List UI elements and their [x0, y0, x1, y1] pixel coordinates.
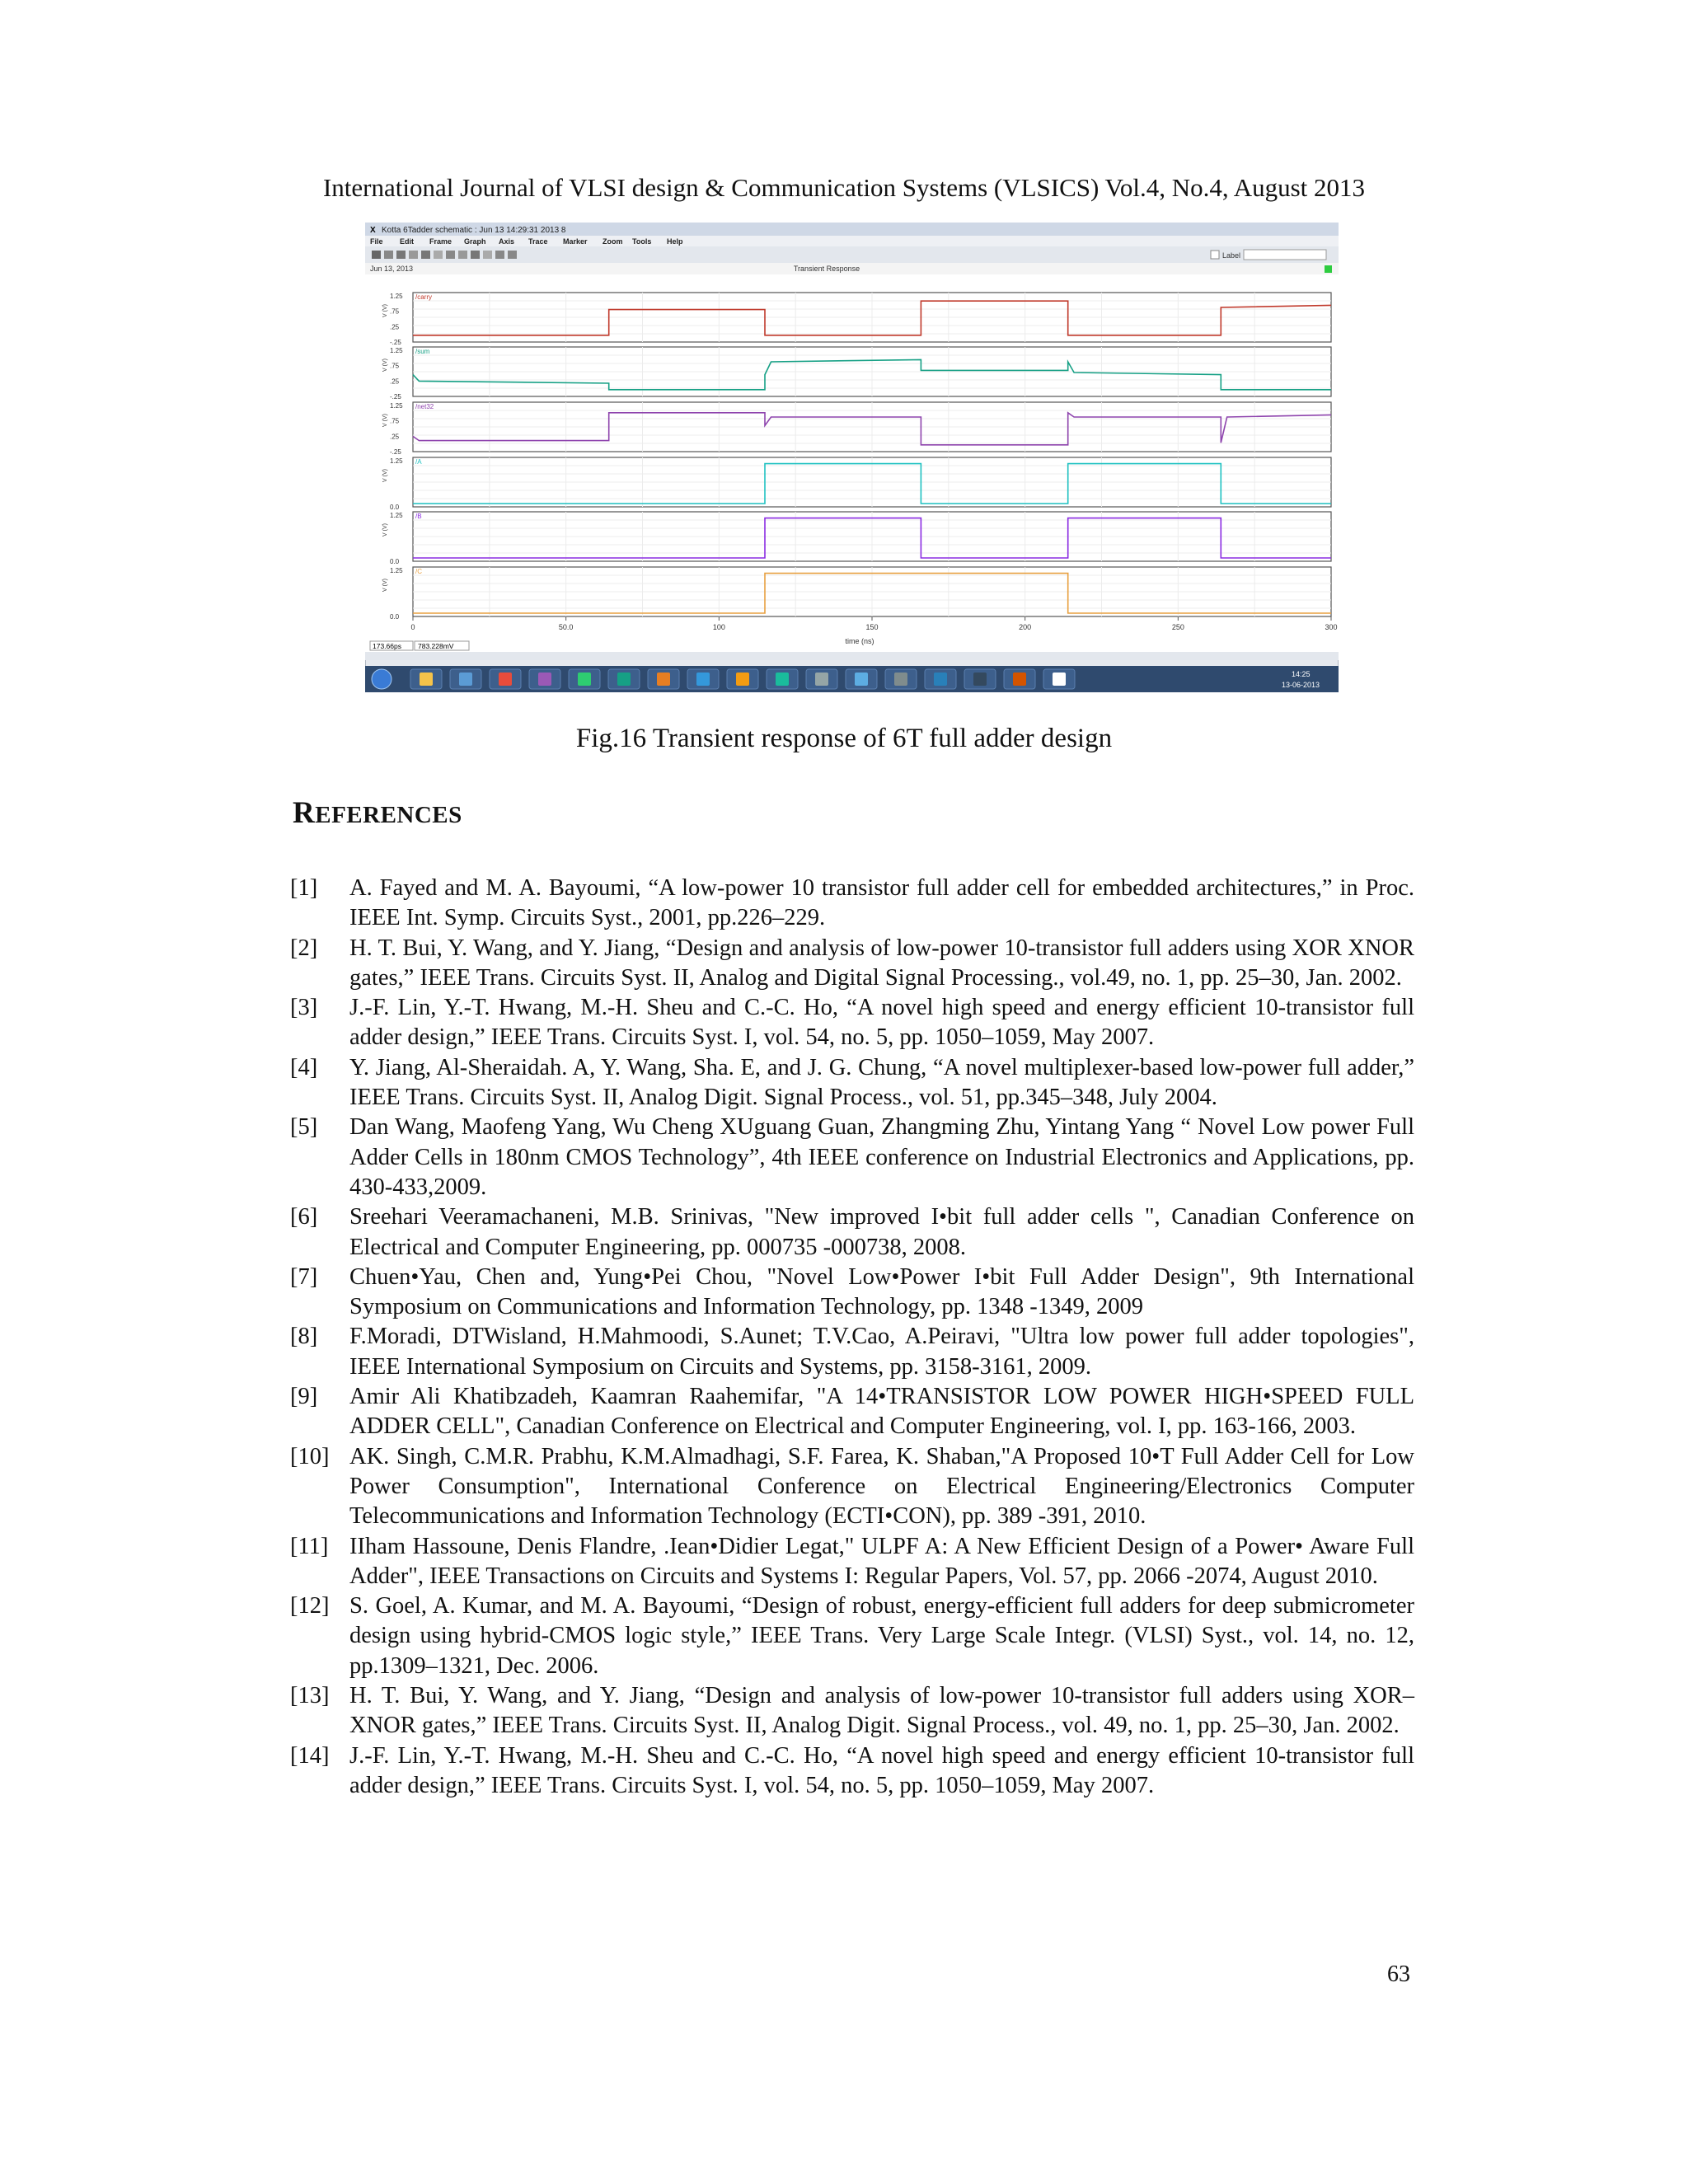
reference-item [290, 1591, 1414, 1681]
trace-name: /sum [415, 348, 430, 355]
y-axis-label: V (V) [382, 523, 388, 537]
reference-item [290, 1741, 1414, 1802]
tool-icon[interactable] [458, 251, 467, 259]
y-tick-label: .75 [390, 417, 400, 425]
menu-help[interactable]: Help [667, 237, 683, 246]
reference-item [290, 1382, 1414, 1442]
y-tick-label: .25 [390, 433, 400, 441]
y-tick-label: 0.0 [390, 504, 400, 511]
trace-name: /C [415, 568, 422, 575]
plot-panel [382, 347, 1331, 401]
y-axis-label: V (V) [382, 579, 388, 592]
reference-number: [11] [290, 1533, 329, 1559]
reference-text: H. T. Bui, Y. Wang, and Y. Jiang, “Design and analysis of low-power 10-transistor full adders using XOR XNOR gates,” IEEE Trans. Circuits Syst. II, Analog and Digital Signal Processing., vol.49, no. 1, pp. 25–30, Jan. 2002. [349, 935, 1414, 991]
reference-item [290, 1442, 1414, 1532]
trace-name: /B [415, 513, 422, 520]
y-axis-label: V (V) [382, 469, 388, 482]
tool-icon[interactable] [434, 251, 443, 259]
reference-number: [13] [290, 1683, 330, 1709]
x-tick-label: 200 [1019, 623, 1032, 631]
reference-number: [5] [290, 1114, 318, 1141]
reference-item [290, 993, 1414, 1053]
taskbar-app-icon[interactable] [1053, 673, 1066, 686]
reference-number: [10] [290, 1443, 330, 1469]
taskbar-app-icon[interactable] [578, 673, 591, 686]
page-number: 63 [1387, 1961, 1410, 1987]
reference-text: Chuen•Yau, Chen and, Yung•Pei Chou, "Novel Low•Power I•bit Full Adder Design", 9th International Symposium on Communications and Information Technology, pp. 1348 -1349, 2009 [349, 1263, 1414, 1320]
reference-item [290, 1681, 1414, 1741]
reference-list [290, 874, 1414, 1801]
y-tick-label: -.25 [390, 393, 401, 401]
y-tick-label: 0.0 [390, 558, 400, 565]
reference-text: AK. Singh, C.M.R. Prabhu, K.M.Almadhagi, S.F. Farea, K. Shaban,"A Proposed 10•T Full Adder Cell for Low Power Consumption", International Conference on Electrical Engineering/Electronics Computer Telecommunications and Information Technology (ECTI•CON), pp. 389 -391, 2010. [349, 1443, 1414, 1530]
reference-item [290, 1053, 1414, 1113]
print-icon[interactable] [372, 251, 381, 259]
reference-number: [2] [290, 935, 318, 961]
x-tick-label: 300 [1325, 623, 1338, 631]
x-axis-label: time (ns) [845, 637, 874, 645]
figure-screenshot [365, 223, 1339, 692]
reference-number: [14] [290, 1742, 330, 1769]
taskbar-app-icon[interactable] [815, 673, 828, 686]
reference-number: [1] [290, 875, 318, 901]
menu-zoom[interactable]: Zoom [603, 237, 623, 246]
taskbar-app-icon[interactable] [934, 673, 947, 686]
reference-number: [8] [290, 1324, 318, 1350]
plot-date: Jun 13, 2013 [370, 265, 414, 273]
taskbar-app-icon[interactable] [973, 673, 987, 686]
plot-panel [382, 402, 1331, 456]
y-tick-label: .25 [390, 323, 400, 331]
figure-caption: Fig.16 Transient response of 6T full adder design [575, 724, 1113, 753]
y-tick-label: 1.25 [390, 567, 403, 574]
taskbar-app-icon[interactable] [855, 673, 868, 686]
y-tick-label: .75 [390, 307, 400, 316]
x-tick-label: 250 [1171, 623, 1184, 631]
y-axis-label: V (V) [382, 304, 388, 317]
x-logo-icon: X [370, 226, 376, 235]
x-tick-label: 150 [865, 623, 879, 631]
cursor-value: 783.228mV [418, 642, 454, 650]
plot-panel [382, 293, 1331, 346]
menu-tools[interactable]: Tools [632, 237, 652, 246]
y-tick-label: .75 [390, 362, 400, 370]
taskbar-app-icon[interactable] [736, 673, 749, 686]
taskbar-app-icon[interactable] [776, 673, 789, 686]
taskbar-app-icon[interactable] [696, 673, 710, 686]
tool-icon[interactable] [396, 251, 406, 259]
plot-panel [382, 567, 1331, 621]
reference-text: H. T. Bui, Y. Wang, and Y. Jiang, “Design and analysis of low-power 10-transistor full adders using XOR–XNOR gates,” IEEE Trans. Circuits Syst. II, Analog Digit. Signal Process., vol. 49, no. 1, pp. 25–30, Jan. 2002. [349, 1683, 1414, 1739]
reference-number: [9] [290, 1384, 318, 1410]
y-tick-label: 1.25 [390, 347, 403, 354]
reference-text: Y. Jiang, Al-Sheraidah. A, Y. Wang, Sha. E, and J. G. Chung, “A novel multiplexer-based low-power full adder,” IEEE Trans. Circuits Syst. II, Analog Digit. Signal Process., vol. 51, pp.345–348, July 2004. [349, 1054, 1414, 1111]
reference-text: Amir Ali Khatibzadeh, Kaamran Raahemifar, "A 14•TRANSISTOR LOW POWER HIGH•SPEED FULL ADDER CELL", Canadian Conference on Electrical and Computer Engineering, vol. I, pp. 163-166, 2003. [349, 1384, 1414, 1440]
taskbar-app-icon[interactable] [499, 673, 512, 686]
menu-marker[interactable]: Marker [563, 237, 588, 246]
reference-item [290, 1322, 1414, 1382]
reference-item [290, 1113, 1414, 1202]
taskbar-app-icon[interactable] [617, 673, 631, 686]
tool-icon[interactable] [421, 251, 430, 259]
reference-item [290, 1263, 1414, 1323]
reference-item [290, 934, 1414, 994]
zoom-icon[interactable] [508, 251, 517, 259]
reference-text: Dan Wang, Maofeng Yang, Wu Cheng XUguang Guan, Zhangming Zhu, Yintang Yang “ Novel Low power Full Adder Cells in 180nm CMOS Technology”, 4th IEEE conference on Industrial Electronics and Applications, pp. 430-433,2009. [349, 1114, 1414, 1200]
reference-item [290, 1532, 1414, 1592]
y-tick-label: 1.25 [390, 402, 403, 410]
reference-number: [6] [290, 1204, 318, 1230]
start-button[interactable] [372, 669, 392, 689]
y-tick-label: 1.25 [390, 457, 403, 465]
trace-name: /carry [415, 293, 432, 301]
reference-item [290, 874, 1414, 934]
y-axis-label: V (V) [382, 359, 388, 372]
plot-panel [382, 457, 1331, 511]
taskbar-app-icon[interactable] [459, 673, 472, 686]
tool-icon[interactable] [471, 251, 480, 259]
y-tick-label: 1.25 [390, 512, 403, 519]
y-tick-label: 0.0 [390, 613, 400, 621]
x-tick-label: 0 [410, 623, 415, 631]
label-checkbox[interactable] [1211, 251, 1219, 259]
reference-number: [4] [290, 1054, 318, 1080]
taskbar-app-icon[interactable] [538, 673, 551, 686]
plot-title: Transient Response [793, 265, 860, 273]
menu-trace[interactable]: Trace [528, 237, 548, 246]
clock-date: 13-06-2013 [1282, 681, 1320, 689]
zoom-icon[interactable] [483, 251, 492, 259]
reference-text: A. Fayed and M. A. Bayoumi, “A low-power 10 transistor full adder cell for embedded architectures,” in Proc. IEEE Int. Symp. Circuits Syst., 2001, pp.226–229. [349, 875, 1414, 931]
label-caption: Label [1222, 251, 1241, 260]
y-axis-label: V (V) [382, 414, 388, 427]
menu-graph[interactable]: Graph [464, 237, 486, 246]
clock-time: 14:25 [1292, 670, 1311, 678]
taskbar-app-icon[interactable] [1013, 673, 1026, 686]
tool-icon[interactable] [409, 251, 418, 259]
cursor-time: 173.66ps [373, 642, 401, 650]
y-tick-label: .25 [390, 377, 400, 386]
taskbar-app-icon[interactable] [894, 673, 907, 686]
zoom-icon[interactable] [495, 251, 504, 259]
x-tick-label: 100 [712, 623, 725, 631]
window-title: Kotta 6Tadder schematic : Jun 13 14:29:31 2013 8 [382, 226, 566, 235]
undo-icon[interactable] [384, 251, 393, 259]
menu-axis[interactable]: Axis [499, 237, 515, 246]
reference-text: J.-F. Lin, Y.-T. Hwang, M.-H. Sheu and C.-C. Ho, “A novel high speed and energy efficient 10-transistor full adder design,” IEEE Trans. Circuits Syst. I, vol. 54, no. 5, pp. 1050–1059, May 2007. [349, 995, 1414, 1051]
reference-text: Sreehari Veeramachaneni, M.B. Srinivas, "New improved I•bit full adder cells ", Canadian Conference on Electrical and Computer Engineering, pp. 000735 -000738, 2008. [349, 1204, 1414, 1260]
tool-icon[interactable] [446, 251, 455, 259]
x-tick-label: 50.0 [558, 623, 574, 631]
menu-file[interactable]: File [370, 237, 383, 246]
plot-panel [382, 512, 1331, 565]
taskbar-app-icon[interactable] [420, 673, 433, 686]
reference-text: J.-F. Lin, Y.-T. Hwang, M.-H. Sheu and C.-C. Ho, “A novel high speed and energy efficient 10-transistor full adder design,” IEEE Trans. Circuits Syst. I, vol. 54, no. 5, pp. 1050–1059, May 2007. [349, 1742, 1414, 1798]
y-tick-label: -.25 [390, 339, 401, 346]
y-tick-label: -.25 [390, 448, 401, 456]
label-input[interactable] [1244, 250, 1326, 260]
reference-number: [7] [290, 1263, 318, 1290]
references-heading [293, 795, 462, 831]
y-tick-label: 1.25 [390, 293, 403, 300]
reference-text: IIham Hassoune, Denis Flandre, .Iean•Didier Legat," ULPF A: A New Efficient Design of a Power• Aware Full Adder", IEEE Transactions on Circuits and Systems I: Regular Papers, Vol. 57, pp. 2066 -2074, August 2010. [349, 1533, 1414, 1589]
reference-number: [12] [290, 1593, 330, 1619]
reference-text: S. Goel, A. Kumar, and M. A. Bayoumi, “Design of robust, energy-efficient full adders for deep submicrometer design using hybrid-CMOS logic style,” IEEE Trans. Very Large Scale Integr. (VLSI) Syst., vol. 14, no. 12, pp.1309–1321, Dec. 2006. [349, 1593, 1414, 1679]
references-heading-rest: EFERENCES [315, 802, 462, 828]
reference-text: F.Moradi, DTWisland, H.Mahmoodi, S.Aunet; T.V.Cao, A.Peiravi, "Ultra low power full adder topologies", IEEE International Symposium on Circuits and Systems, pp. 3158-3161, 2009. [349, 1324, 1414, 1380]
reference-number: [3] [290, 995, 318, 1021]
status-indicator [1325, 265, 1332, 273]
trace-name: /net32 [415, 403, 434, 410]
running-header: International Journal of VLSI design & Communication Systems (VLSICS) Vol.4, No.4, August 2013 [322, 173, 1366, 202]
menu-frame[interactable]: Frame [429, 237, 452, 246]
trace-name: /A [415, 458, 422, 466]
taskbar-app-icon[interactable] [657, 673, 670, 686]
reference-item [290, 1202, 1414, 1263]
references-heading-initial: R [293, 796, 316, 830]
menu-edit[interactable]: Edit [400, 237, 414, 246]
